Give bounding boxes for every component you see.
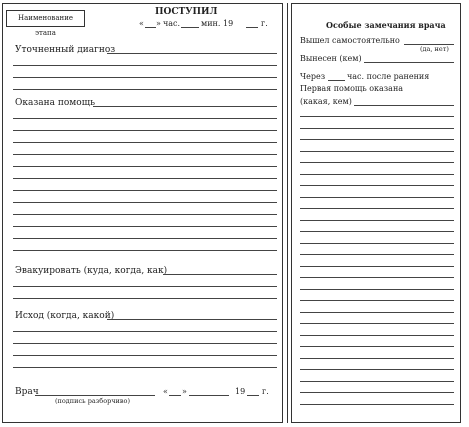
date-year-suffix: г.: [261, 19, 268, 28]
bottom-quote-close: »: [182, 387, 187, 396]
writing-line[interactable]: [13, 367, 277, 368]
through-label: Через: [300, 72, 326, 81]
writing-line[interactable]: [13, 250, 277, 251]
writing-line[interactable]: [13, 331, 277, 332]
diagnosis-blank[interactable]: [107, 53, 277, 54]
writing-line[interactable]: [13, 130, 277, 131]
by-whom-label: (какая, кем): [300, 97, 352, 106]
writing-line[interactable]: [300, 358, 454, 359]
evacuate-blank[interactable]: [163, 274, 277, 275]
date-quote-close: »: [156, 19, 161, 28]
writing-line[interactable]: [300, 208, 454, 209]
writing-line[interactable]: [13, 298, 277, 299]
doctor-label: Врач: [15, 387, 39, 397]
writing-line[interactable]: [300, 151, 454, 152]
writing-line[interactable]: [300, 289, 454, 290]
date-quote-open: «: [139, 19, 144, 28]
writing-line[interactable]: [300, 220, 454, 221]
writing-line[interactable]: [300, 323, 454, 324]
date-hours-label: час.: [163, 19, 181, 28]
writing-line[interactable]: [13, 286, 277, 287]
carried-blank[interactable]: [364, 62, 454, 63]
date-day-blank[interactable]: [145, 27, 156, 28]
hours-after-label: час. после ранения: [347, 72, 430, 81]
first-aid-label: Первая помощь оказана: [300, 84, 404, 93]
writing-line[interactable]: [13, 202, 277, 203]
self-exit-label: Вышел самостоятельно: [300, 36, 400, 45]
bottom-year-suffix: г.: [262, 387, 269, 396]
panel-separator: [287, 3, 288, 423]
writing-line[interactable]: [300, 277, 454, 278]
writing-line[interactable]: [300, 197, 454, 198]
yes-no-hint: (да, нет): [420, 45, 449, 53]
diagnosis-label: Уточненный диагноз: [15, 45, 116, 55]
writing-line[interactable]: [300, 116, 454, 117]
help-blank[interactable]: [93, 106, 277, 107]
signature-hint: (подпись разборчиво): [55, 397, 131, 405]
bottom-month-blank[interactable]: [189, 395, 229, 396]
writing-line[interactable]: [300, 404, 454, 405]
writing-line[interactable]: [13, 118, 277, 119]
arrival-title: ПОСТУПИЛ: [155, 7, 218, 17]
notes-title: Особые замечания врача: [326, 20, 446, 30]
writing-line[interactable]: [300, 139, 454, 140]
outcome-label: Исход (когда, какой): [15, 311, 115, 321]
writing-line[interactable]: [300, 231, 454, 232]
writing-line[interactable]: [300, 162, 454, 163]
by-whom-blank[interactable]: [354, 105, 454, 106]
writing-line[interactable]: [13, 166, 277, 167]
writing-line[interactable]: [13, 238, 277, 239]
help-label: Оказана помощь: [15, 98, 95, 108]
writing-line[interactable]: [13, 190, 277, 191]
writing-line[interactable]: [300, 381, 454, 382]
evacuate-label: Эвакуировать (куда, когда, как): [15, 266, 168, 276]
bottom-day-blank[interactable]: [169, 395, 181, 396]
writing-line[interactable]: [13, 154, 277, 155]
through-hours-blank[interactable]: [328, 80, 345, 81]
signature-blank[interactable]: [35, 395, 155, 396]
writing-line[interactable]: [13, 142, 277, 143]
stage-name-box: Наименование этапа: [6, 10, 85, 27]
bottom-year: 19: [235, 387, 246, 396]
writing-line[interactable]: [300, 346, 454, 347]
bottom-year-blank[interactable]: [247, 395, 259, 396]
writing-line[interactable]: [300, 392, 454, 393]
writing-line[interactable]: [13, 226, 277, 227]
writing-line[interactable]: [300, 369, 454, 370]
writing-line[interactable]: [300, 254, 454, 255]
date-year-blank[interactable]: [246, 27, 258, 28]
writing-line[interactable]: [13, 65, 277, 66]
writing-line[interactable]: [13, 178, 277, 179]
writing-line[interactable]: [300, 300, 454, 301]
bottom-quote-open: «: [163, 387, 168, 396]
writing-line[interactable]: [13, 355, 277, 356]
writing-line[interactable]: [300, 335, 454, 336]
date-minutes-label: мин. 19: [201, 19, 234, 28]
date-hours-blank[interactable]: [181, 27, 199, 28]
writing-line[interactable]: [300, 243, 454, 244]
writing-line[interactable]: [13, 214, 277, 215]
writing-line[interactable]: [13, 89, 277, 90]
doctor-notes-panel: [291, 3, 461, 423]
writing-line[interactable]: [300, 174, 454, 175]
writing-line[interactable]: [300, 312, 454, 313]
writing-line[interactable]: [300, 266, 454, 267]
writing-line[interactable]: [13, 343, 277, 344]
outcome-blank[interactable]: [107, 319, 277, 320]
writing-line[interactable]: [300, 128, 454, 129]
carried-label: Вынесен (кем): [300, 54, 362, 63]
writing-line[interactable]: [13, 77, 277, 78]
arrival-panel: [2, 3, 283, 423]
writing-line[interactable]: [300, 185, 454, 186]
